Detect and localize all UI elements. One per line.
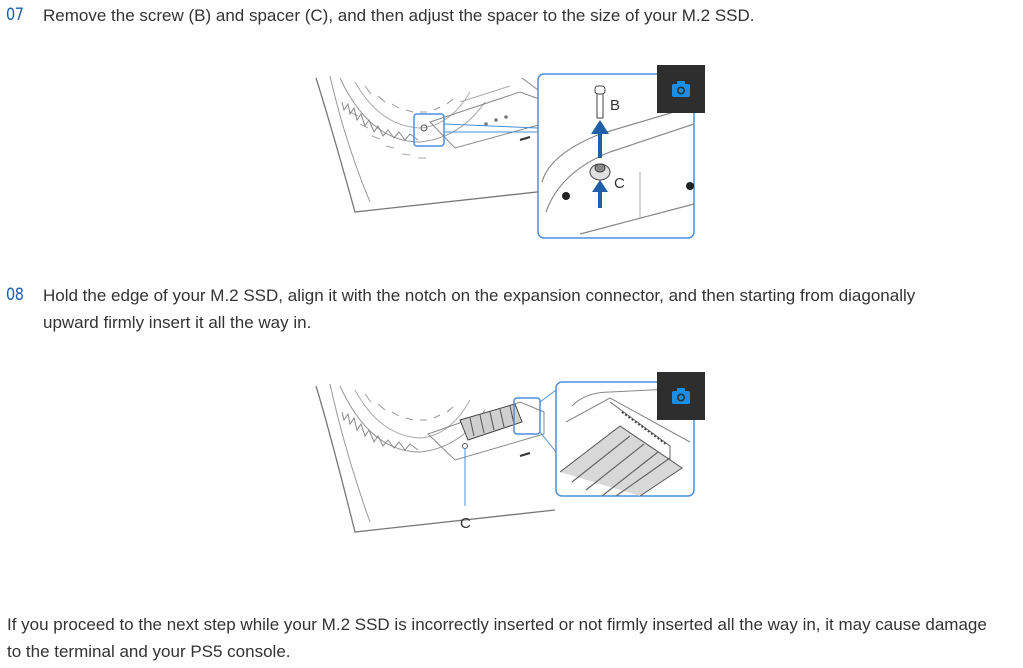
warning-note: If you proceed to the next step while your M.2 SSD is incorrectly inserted or not firmly inserted all the way in, it may cause damage to the terminal and your PS5 console. [7,615,987,661]
step-07-illustration [310,62,710,244]
step-number: 07 [6,5,24,25]
label-c: C [460,515,471,532]
camera-icon [671,387,691,405]
label-b: B [610,97,621,114]
step-instruction: Hold the edge of your M.2 SSD, align it with the notch on the expansion connector, and then starting from diagonally upward firmly insert it all the way in. [43,286,916,332]
camera-button[interactable] [657,65,705,113]
step-08 [6,282,1006,338]
console-ssd-diagram [310,372,710,538]
label-c: C [614,175,625,192]
camera-button[interactable] [657,372,705,420]
step-08-illustration [310,372,710,538]
console-screw-diagram [310,62,710,244]
step-07 [6,2,1006,32]
step-number: 08 [6,285,24,305]
step-instruction: Remove the screw (B) and spacer (C), and then adjust the spacer to the size of your M.2 SSD. [43,6,755,25]
camera-icon [671,80,691,98]
